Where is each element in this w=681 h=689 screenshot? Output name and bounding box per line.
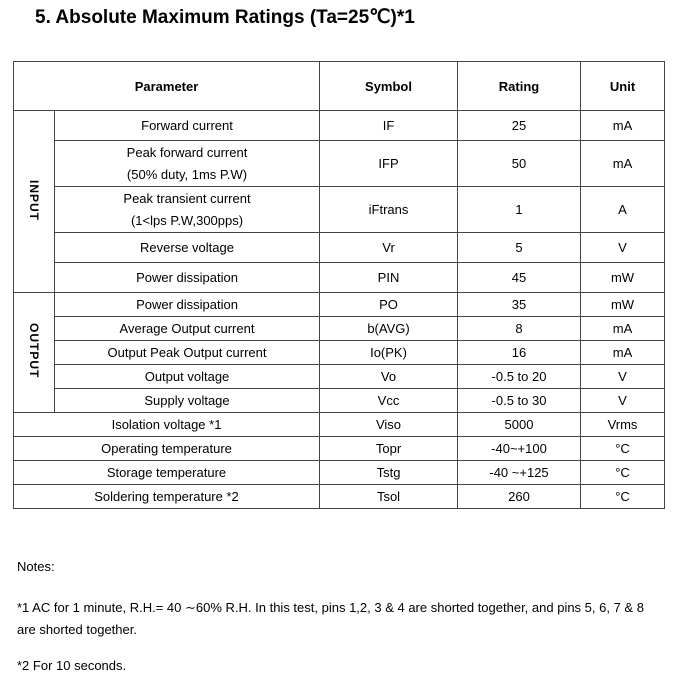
unit-cell: mA [581, 341, 665, 365]
table-row [14, 365, 665, 389]
unit-cell: V [581, 365, 665, 389]
table-row [14, 341, 665, 365]
symbol-cell: Io(PK) [320, 341, 458, 365]
group-label-input: INPUT [14, 111, 55, 293]
table-row [14, 187, 665, 233]
header-rating: Rating [458, 62, 581, 111]
rating-cell: 45 [458, 263, 581, 293]
header-unit: Unit [581, 62, 665, 111]
unit-cell: A [581, 187, 665, 233]
rating-cell: 260 [458, 485, 581, 509]
param-cell: Peak forward current (50% duty, 1ms P.W) [55, 141, 320, 187]
symbol-cell: Tsol [320, 485, 458, 509]
param-cell: Average Output current [55, 317, 320, 341]
header-parameter: Parameter [14, 62, 320, 111]
table-row [14, 111, 665, 141]
param-cell: Isolation voltage *1 [14, 413, 320, 437]
unit-cell: mA [581, 141, 665, 187]
symbol-cell: Vr [320, 233, 458, 263]
symbol-cell: IFP [320, 141, 458, 187]
ratings-table [13, 61, 665, 509]
unit-cell: mW [581, 263, 665, 293]
rating-cell: 8 [458, 317, 581, 341]
unit-cell: °C [581, 485, 665, 509]
param-cell: Reverse voltage [55, 233, 320, 263]
rating-cell: 1 [458, 187, 581, 233]
note-2: *2 For 10 seconds. [17, 658, 127, 673]
table-row [14, 461, 665, 485]
param-cell: Output Peak Output current [55, 341, 320, 365]
param-cell: Soldering temperature *2 [14, 485, 320, 509]
table-row [14, 485, 665, 509]
symbol-cell: Vcc [320, 389, 458, 413]
rating-cell: -40 ~+125 [458, 461, 581, 485]
unit-cell: mA [581, 317, 665, 341]
table-header-row [14, 62, 665, 111]
param-cell: Storage temperature [14, 461, 320, 485]
unit-cell: mW [581, 293, 665, 317]
rating-cell: 50 [458, 141, 581, 187]
param-cell: Power dissipation [55, 293, 320, 317]
table-row [14, 293, 665, 317]
param-cell: Operating temperature [14, 437, 320, 461]
param-cell: Peak transient current (1<lps P.W,300pps) [55, 187, 320, 233]
symbol-cell: Topr [320, 437, 458, 461]
symbol-cell: Viso [320, 413, 458, 437]
symbol-cell: IF [320, 111, 458, 141]
notes-heading: Notes: [17, 559, 55, 574]
rating-cell: 5 [458, 233, 581, 263]
rating-cell: 16 [458, 341, 581, 365]
table-row [14, 437, 665, 461]
symbol-cell: Vo [320, 365, 458, 389]
rating-cell: -40~+100 [458, 437, 581, 461]
table-row [14, 389, 665, 413]
unit-cell: V [581, 389, 665, 413]
header-symbol: Symbol [320, 62, 458, 111]
unit-cell: V [581, 233, 665, 263]
param-cell: Output voltage [55, 365, 320, 389]
param-cell: Power dissipation [55, 263, 320, 293]
symbol-cell: Tstg [320, 461, 458, 485]
symbol-cell: b(AVG) [320, 317, 458, 341]
param-cell: Forward current [55, 111, 320, 141]
rating-cell: 25 [458, 111, 581, 141]
rating-cell: -0.5 to 30 [458, 389, 581, 413]
symbol-cell: iFtrans [320, 187, 458, 233]
table-row [14, 317, 665, 341]
table-row [14, 141, 665, 187]
table-row [14, 413, 665, 437]
rating-cell: 35 [458, 293, 581, 317]
table-row [14, 233, 665, 263]
section-title: 5. Absolute Maximum Ratings (Ta=25℃)*1 [35, 7, 415, 28]
unit-cell: °C [581, 437, 665, 461]
group-label-output: OUTPUT [14, 293, 55, 413]
rating-cell: -0.5 to 20 [458, 365, 581, 389]
symbol-cell: PIN [320, 263, 458, 293]
param-cell: Supply voltage [55, 389, 320, 413]
rating-cell: 5000 [458, 413, 581, 437]
unit-cell: Vrms [581, 413, 665, 437]
unit-cell: °C [581, 461, 665, 485]
note-1: *1 AC for 1 minute, R.H.= 40 ∼60% R.H. In this test, pins 1,2, 3 & 4 are shorted together, and pins 5, 6, 7 & 8 are shorted together. [17, 600, 644, 637]
unit-cell: mA [581, 111, 665, 141]
symbol-cell: PO [320, 293, 458, 317]
table-row [14, 263, 665, 293]
